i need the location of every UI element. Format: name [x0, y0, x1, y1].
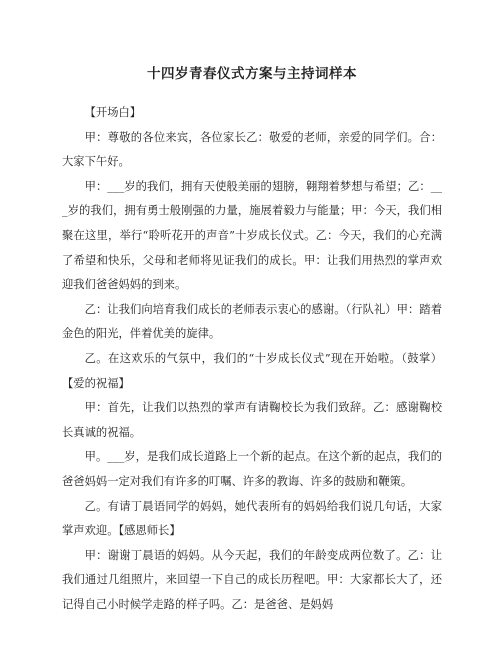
paragraph: 乙。在这欢乐的气氛中，我们的“十岁成长仪式”现在开始啦。（鼓掌）【爱的祝福】 — [62, 351, 442, 390]
document-page — [62, 64, 442, 617]
paragraph: 乙：让我们向培育我们成长的老师表示衷心的感谢。（行队礼）甲：踏着金色的阳光，伴着优美的旋律。 — [62, 302, 442, 341]
paragraph: 甲：首先，让我们以热烈的掌声有请鞠校长为我们致辞。乙：感谢鞠校长真诚的祝福。 — [62, 401, 442, 439]
paragraph: 乙。有请丁晨语同学的妈妈，她代表所有的妈妈给我们说几句话，大家掌声欢迎。【感恩师长】 — [62, 499, 442, 538]
paragraph-opening-heading: 【开场白】 — [84, 106, 142, 119]
paragraph: 甲。___岁，是我们成长道路上一个新的起点。在这个新的起点，我们的爸爸妈妈一定对我们有许多的叮嘱、许多的教诲、许多的鼓励和鞭策。 — [62, 450, 442, 488]
document-title: 十四岁青春仪式方案与主持词样本 — [147, 66, 357, 82]
paragraph: 甲：尊敬的各位来宾，各位家长乙：敬爱的老师，亲爱的同学们。合：大家下午好。 — [62, 130, 442, 169]
paragraph: 甲：谢谢丁晨语的妈妈。从今天起，我们的年龄变成两位数了。乙：让我们通过几组照片，来回望一下自己的成长历程吧。甲：大家都长大了，还记得自己小时候学走路的样子吗。乙：是爸爸、是妈妈 — [62, 548, 442, 611]
paragraph: 甲：___岁的我们，拥有天使般美丽的翅膀，翱翔着梦想与希望；乙：___岁的我们，拥有勇士般刚强的力量，施展着毅力与能量；甲：今天，我们相聚在这里，举行“聆听花开的声音”十岁成长仪式。乙：今天，我们的心充满了希望和快乐，父母和老师将见证我们的成长。甲：让我们用热烈的掌声欢迎我们爸爸妈妈的到来。 — [62, 179, 442, 292]
